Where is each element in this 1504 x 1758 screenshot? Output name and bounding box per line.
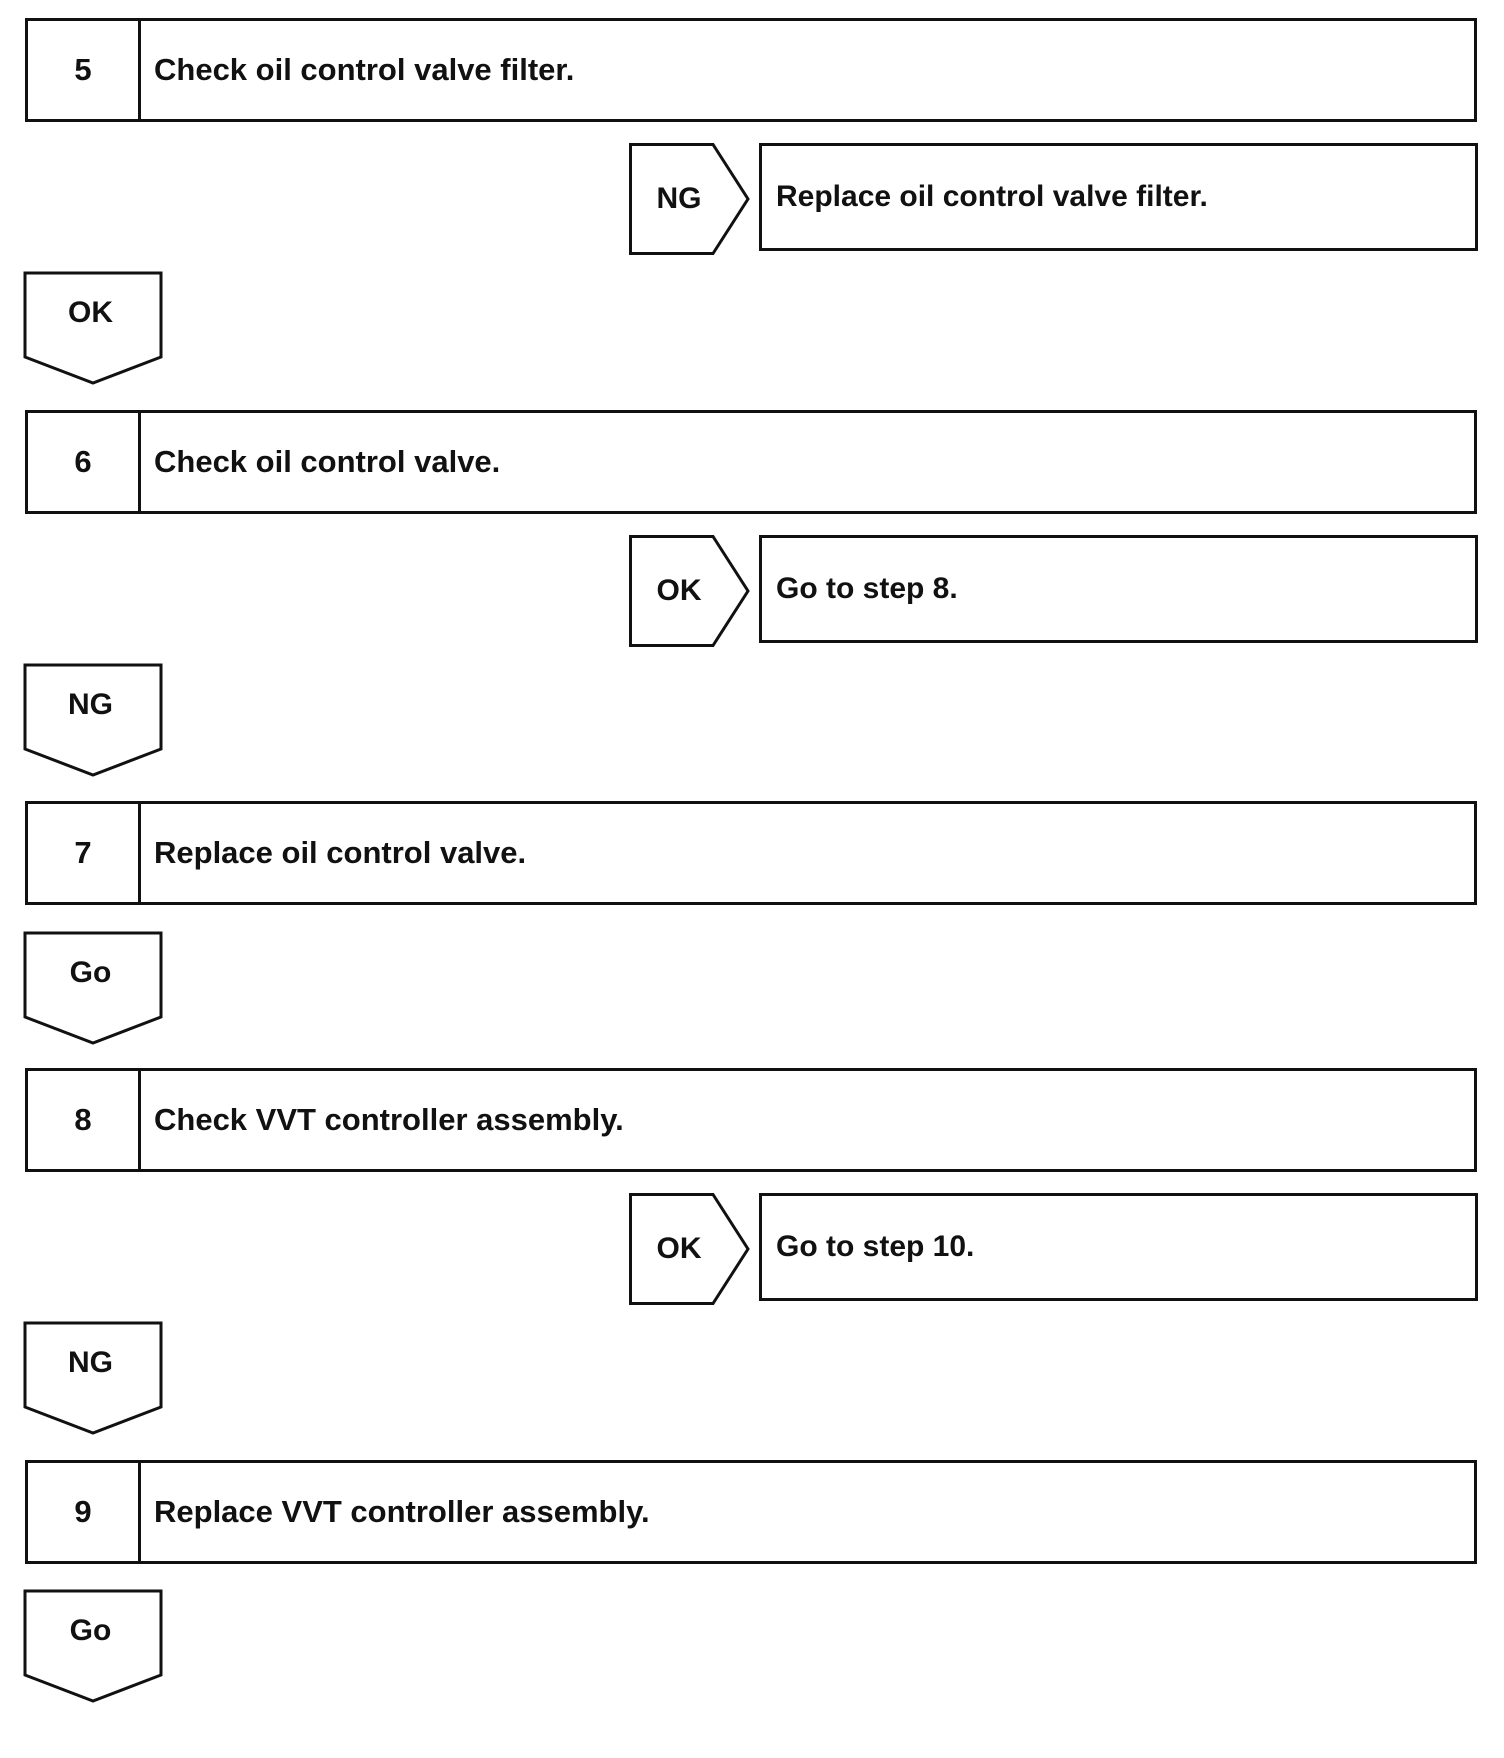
flow-label: OK	[68, 296, 113, 329]
flow-label: Go	[69, 956, 112, 989]
step-number: 6	[28, 413, 141, 511]
branch-label: OK	[656, 574, 702, 607]
flow-arrow-go	[22, 930, 164, 1046]
branch-result-box: Go to step 10.	[759, 1193, 1478, 1301]
step-description: Check oil control valve filter.	[154, 52, 575, 87]
branch-result-box: Replace oil control valve filter.	[759, 143, 1478, 251]
step-number: 8	[28, 1071, 141, 1169]
step-5-box	[25, 18, 1477, 122]
step-9-box	[25, 1460, 1477, 1564]
flow-label: NG	[68, 1346, 113, 1379]
step-7-box	[25, 801, 1477, 905]
step-number: 9	[28, 1463, 141, 1561]
flow-label: NG	[68, 688, 113, 721]
branch-arrow-ng	[629, 143, 751, 255]
flow-arrow-ng	[22, 1320, 164, 1436]
branch-label: OK	[656, 1232, 702, 1265]
branch-arrow-ok	[629, 535, 751, 647]
flow-arrow-ng	[22, 662, 164, 778]
step-description: Check oil control valve.	[154, 444, 501, 479]
step-number: 5	[28, 21, 141, 119]
branch-label: NG	[656, 182, 702, 215]
flow-arrow-go	[22, 1588, 164, 1704]
step-description: Replace oil control valve.	[154, 835, 527, 870]
step-description: Check VVT controller assembly.	[154, 1102, 624, 1137]
flow-label: Go	[69, 1614, 112, 1647]
branch-arrow-ok	[629, 1193, 751, 1305]
branch-result-box: Go to step 8.	[759, 535, 1478, 643]
step-6-box	[25, 410, 1477, 514]
flow-arrow-ok	[22, 270, 164, 386]
step-8-box	[25, 1068, 1477, 1172]
step-number: 7	[28, 804, 141, 902]
step-description: Replace VVT controller assembly.	[154, 1494, 650, 1529]
